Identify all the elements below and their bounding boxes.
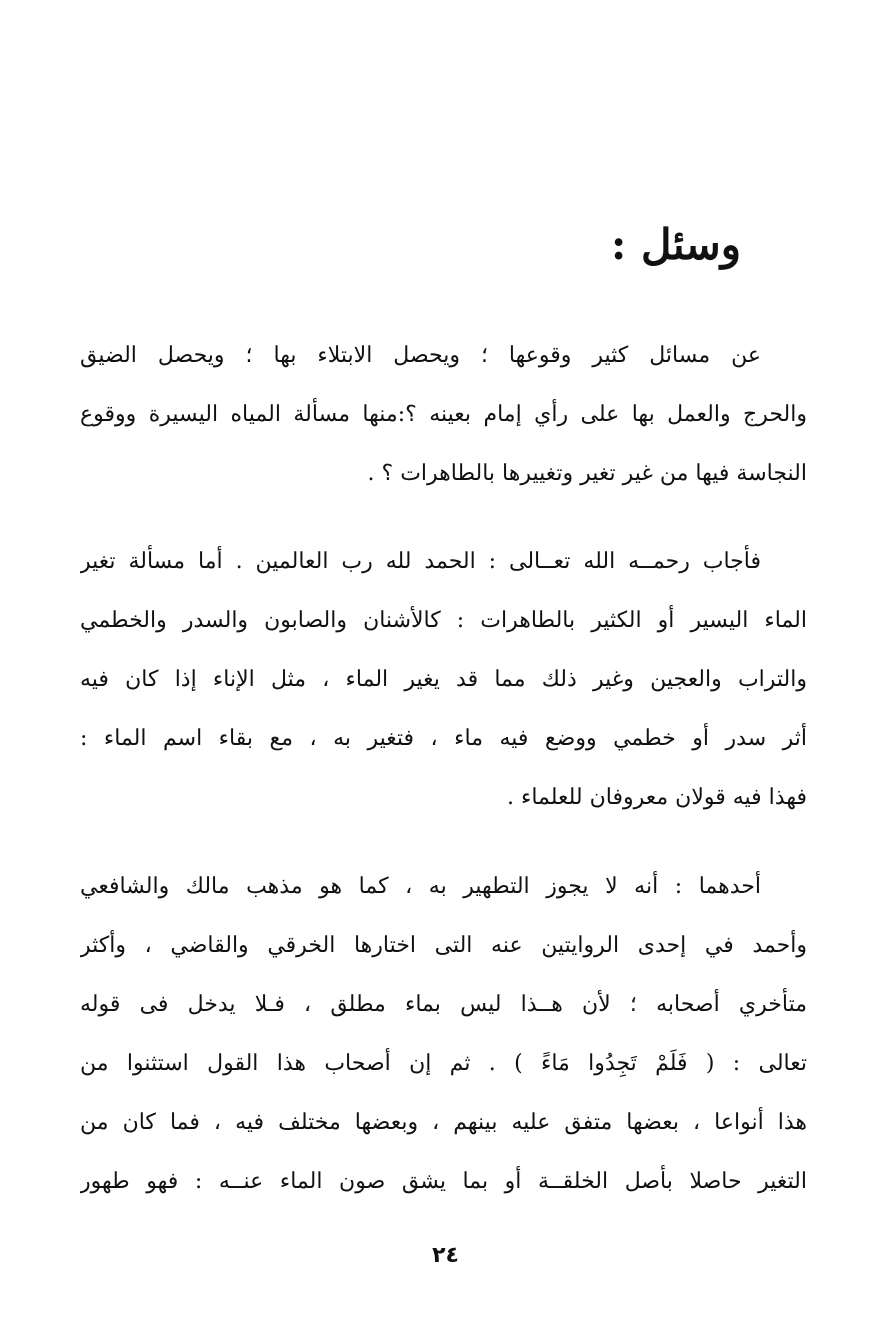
text-line: الماء اليسير أو الكثير بالطاهرات : كالأشنان والصابون والسدر والخطمي xyxy=(80,608,807,633)
text-line: والتراب والعجين وغير ذلك مما قد يغير الماء ، مثل الإناء إذا كان فيه xyxy=(80,667,807,692)
first-opinion-paragraph xyxy=(80,857,807,1211)
text-line: أثر سدر أو خطمي ووضع فيه ماء ، فتغير به ، مع بقاء اسم الماء : xyxy=(80,726,807,751)
text-line: فأجاب رحمــه الله تعــالى : الحمد لله رب العالمين . أما مسألة تغير xyxy=(80,549,761,574)
text-line: التغير حاصلا بأصل الخلقــة أو بما يشق صون الماء عنــه : فهو طهور xyxy=(80,1169,807,1194)
text-line: هذا أنواعا ، بعضها متفق عليه بينهم ، وبعضها مختلف فيه ، فما كان من xyxy=(80,1110,807,1135)
text-line: والحرج والعمل بها على رأي إمام بعينه ؟:منها مسألة المياه اليسيرة ووقوع xyxy=(80,402,807,427)
text-line: أحدهما : أنه لا يجوز التطهير به ، كما هو مذهب مالك والشافعي xyxy=(80,874,761,899)
page-number: ٢٤ xyxy=(432,1243,459,1268)
text-line: وأحمد في إحدى الروايتين عنه التى اختارها الخرقي والقاضي ، وأكثر xyxy=(80,933,807,958)
section-heading: وسئل : xyxy=(610,220,741,269)
text-line: فهذا فيه قولان معروفان للعلماء . xyxy=(507,785,807,810)
question-paragraph xyxy=(80,326,807,503)
text-line: النجاسة فيها من غير تغير وتغييرها بالطاهرات ؟ . xyxy=(367,461,807,486)
text-line: عن مسائل كثير وقوعها ؛ ويحصل الابتلاء بها ؛ ويحصل الضيق xyxy=(80,343,761,368)
answer-paragraph xyxy=(80,532,807,827)
text-line: تعالى : ( فَلَمْ تَجِدُوا مَاءً ) . ثم إن أصحاب هذا القول استثنوا من xyxy=(80,1051,807,1076)
text-line: متأخري أصحابه ؛ لأن هــذا ليس بماء مطلق ، فـلا يدخل فى قوله xyxy=(80,992,807,1017)
